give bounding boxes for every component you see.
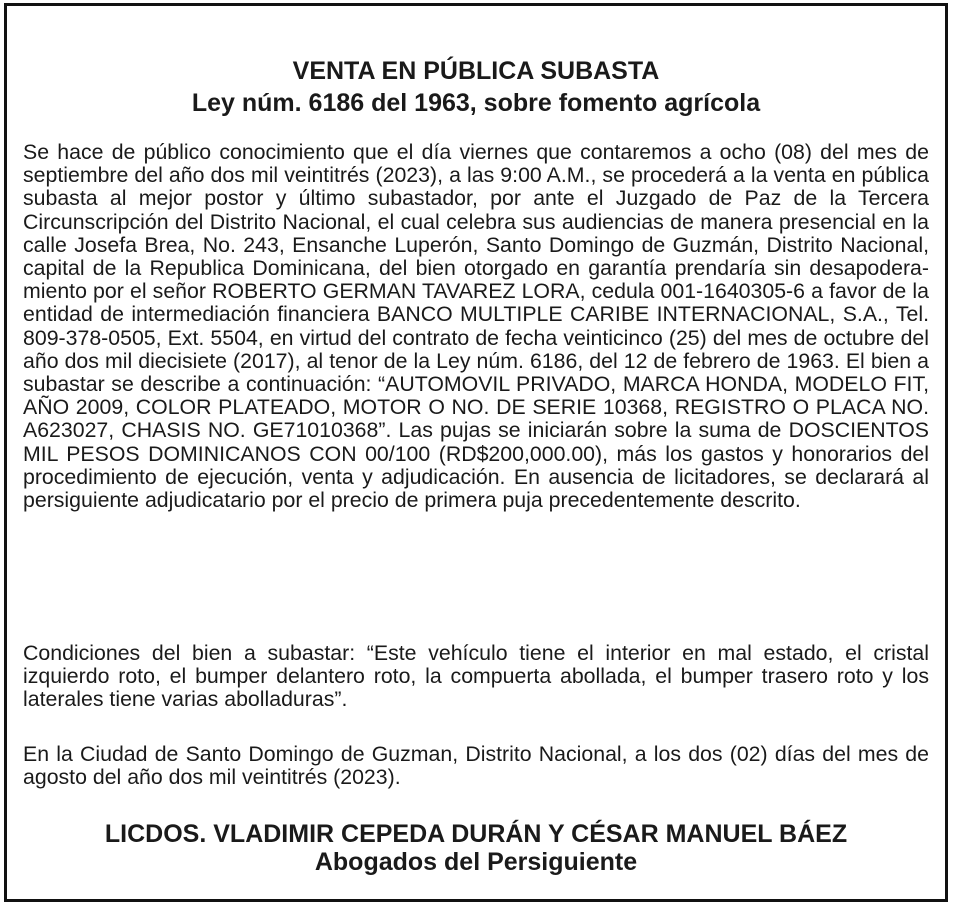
- notice-subtitle: Ley núm. 6186 del 1963, sobre fomento agrícola: [191, 89, 761, 117]
- notice-paragraph-announcement: Se hace de público conocimiento que el día viernes que contaremos a ocho (08) del mes de septiembre del año dos mil veintitrés (2023), a las 9:00 A.M., se procederá a la venta en pública subasta al mejor postor y último subastador, por ante el Juzgado de Paz de la Tercera Circunscripción del Distrito Nacional, el cual celebra sus audiencias de manera presencial en la calle Josefa Brea, No. 243, Ensanche Luperón, Santo Domingo de Guzmán, Distrito Nacional, capital de la Republica Dominicana, del bien otorgado en garantía prendaría sin desapoderamiento por el señor ROBERTO GERMAN TAVAREZ LORA, cedula 001-1640305-6 a favor de la entidad de intermediación financiera BANCO MULTIPLE CARIBE INTERNACIONAL, S.A., Tel. 809-378-0505, Ext. 5504, en virtud del contrato de fecha veinticinco (25) del mes de octubre del año dos mil diecisiete (2017), al tenor de la Ley núm. 6186, del 12 de febrero de 1963. El bien a subastar se describe a continuación: “AUTOMOVIL PRIVADO, MARCA HONDA, MODELO FIT, AÑO 2009, COLOR PLATEADO, MOTOR O NO. DE SERIE 10368, REGISTRO O PLACA NO. A623027, CHASIS NO. GE71010368”. Las pujas se iniciarán sobre la suma de DOSCIENTOS MIL PESOS DOMINICANOS CON 00/100 (RD$200,000.00), más los gastos y honorarios del procedimiento de ejecución, venta y adjudicación. En ausencia de licitadores, se declarará al persiguiente adjudicatario por el precio de primera puja precedentemente descrito.: [23, 140, 929, 513]
- signature-role: Abogados del Persiguiente: [314, 848, 638, 876]
- legal-notice: [4, 3, 948, 902]
- signature-names: LICDOS. VLADIMIR CEPEDA DURÁN Y CÉSAR MANUEL BÁEZ: [104, 820, 848, 848]
- notice-paragraph-conditions: Condiciones del bien a subastar: “Este vehículo tiene el interior en mal estado, el cristal izquierdo roto, el bumper delantero roto, la compuerta abollada, el bumper trasero roto y los laterales tiene varias abolladuras”.: [23, 641, 929, 712]
- notice-title: VENTA EN PÚBLICA SUBASTA: [292, 57, 660, 85]
- notice-paragraph-date-place: En la Ciudad de Santo Domingo de Guzman, Distrito Nacional, a los dos (02) días del mes de agosto del año dos mil veintitrés (2023).: [23, 742, 929, 790]
